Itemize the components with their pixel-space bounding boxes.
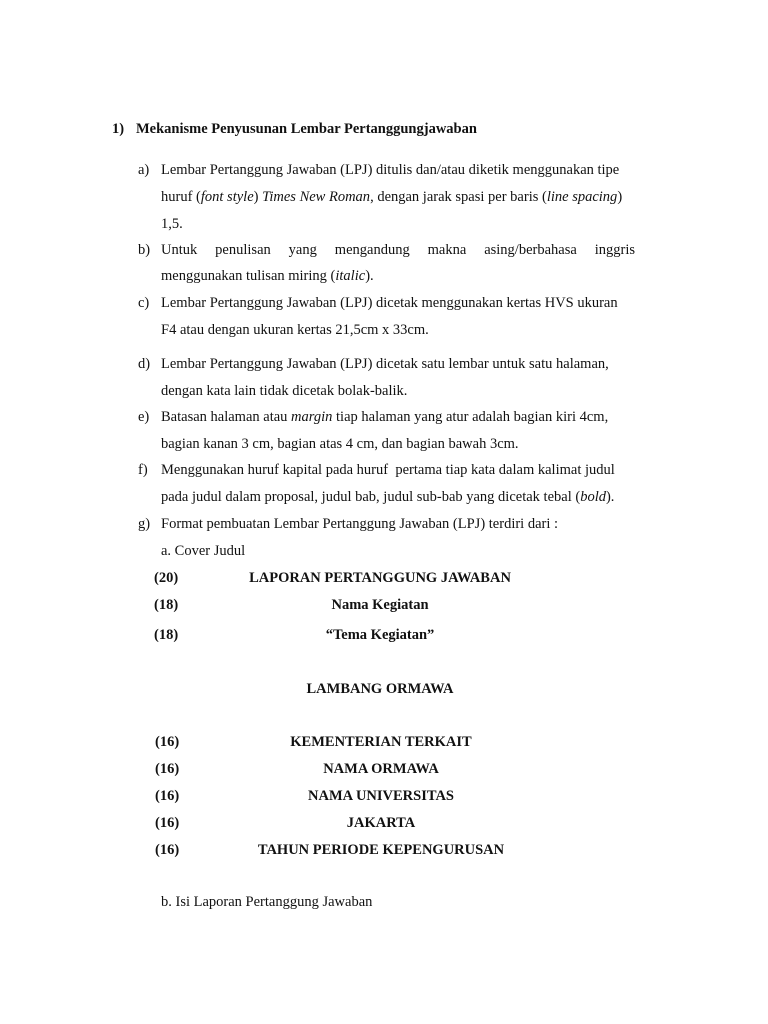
item-a-italic-font-name: Times New Roman xyxy=(262,189,371,205)
item-c-line2: F4 atau dengan ukuran kertas 21,5cm x 33cm. xyxy=(161,322,429,338)
item-letter-d: d) xyxy=(138,356,151,372)
cover-org-name: NAMA ORMAWA xyxy=(323,761,439,777)
item-letter-b: b) xyxy=(138,242,151,258)
cover-font-size: (20) xyxy=(154,570,179,586)
cover-logo-placeholder: LAMBANG ORMAWA xyxy=(306,681,454,697)
cover-font-size: (16) xyxy=(155,761,180,777)
cover-title: LAPORAN PERTANGGUNG JAWABAN xyxy=(249,570,511,586)
item-b-text: menggunakan tulisan miring ( xyxy=(161,268,336,284)
item-e-line1 xyxy=(161,409,635,426)
item-f-text: ). xyxy=(605,489,615,505)
item-a-text: , dengan jarak spasi per baris ( xyxy=(370,189,547,205)
item-a-text: huruf ( xyxy=(161,189,201,205)
cover-period: TAHUN PERIODE KEPENGURUSAN xyxy=(257,842,505,858)
cover-font-size: (16) xyxy=(155,815,180,831)
cover-font-size: (18) xyxy=(154,627,179,643)
item-d-line2: dengan kata lain tidak dicetak bolak-balik. xyxy=(161,383,408,399)
item-f-line1: Menggunakan huruf kapital pada huruf pertama tiap kata dalam kalimat judul xyxy=(161,462,615,478)
item-a-line1: Lembar Pertanggung Jawaban (LPJ) ditulis dan/atau diketik menggunakan tipe xyxy=(161,162,620,178)
item-letter-c: c) xyxy=(138,295,150,311)
item-a-text: ) xyxy=(617,189,623,205)
item-b-italic: italic xyxy=(335,268,366,284)
section-heading xyxy=(112,121,477,138)
cover-font-size: (16) xyxy=(155,842,180,858)
cover-font-size: (18) xyxy=(154,597,179,613)
item-e-italic: margin xyxy=(291,409,333,425)
item-a-italic-line-spacing: line spacing xyxy=(546,189,618,205)
cover-font-size: (16) xyxy=(155,788,180,804)
item-letter-g: g) xyxy=(138,516,151,532)
item-letter-e: e) xyxy=(138,409,150,425)
item-e-text: tiap halaman yang atur adalah bagian kiri 4cm, xyxy=(332,409,609,425)
cover-activity-name: Nama Kegiatan xyxy=(331,597,429,613)
cover-theme: “Tema Kegiatan” xyxy=(325,627,435,643)
item-f-text: pada judul dalam proposal, judul bab, judul sub-bab yang dicetak tebal ( xyxy=(161,489,581,505)
content-label: b. Isi Laporan Pertanggung Jawaban xyxy=(161,894,373,910)
item-b-text: ). xyxy=(365,268,374,284)
section-title: Mekanisme Penyusunan Lembar Pertanggungjawaban xyxy=(136,121,477,137)
item-g-line1: Format pembuatan Lembar Pertanggung Jawaban (LPJ) terdiri dari : xyxy=(161,516,559,532)
cover-label: a. Cover Judul xyxy=(161,543,246,559)
cover-font-size: (16) xyxy=(155,734,180,750)
item-a-line2 xyxy=(161,189,635,206)
item-d-line1: Lembar Pertanggung Jawaban (LPJ) dicetak satu lembar untuk satu halaman, xyxy=(161,356,609,372)
section-number: 1) xyxy=(112,121,125,137)
cover-ministry: KEMENTERIAN TERKAIT xyxy=(290,734,472,750)
item-a-text: ) xyxy=(253,189,263,205)
item-f-italic: bold xyxy=(580,489,606,505)
item-letter-f: f) xyxy=(138,462,148,478)
item-letter-a: a) xyxy=(138,162,150,178)
item-b-line2 xyxy=(161,268,635,285)
item-e-text: Batasan halaman atau xyxy=(161,409,292,425)
cover-university: NAMA UNIVERSITAS xyxy=(308,788,454,804)
item-a-italic-font-style: font style xyxy=(200,189,254,205)
cover-city: JAKARTA xyxy=(346,815,416,831)
item-f-line2 xyxy=(161,489,635,506)
item-c-line1: Lembar Pertanggung Jawaban (LPJ) dicetak menggunakan kertas HVS ukuran xyxy=(161,295,618,311)
item-b-line1: Untuk penulisan yang mengandung makna asing/berbahasa inggris xyxy=(161,242,635,258)
item-a-line3: 1,5. xyxy=(161,216,183,232)
item-e-line2: bagian kanan 3 cm, bagian atas 4 cm, dan bagian bawah 3cm. xyxy=(161,436,519,452)
